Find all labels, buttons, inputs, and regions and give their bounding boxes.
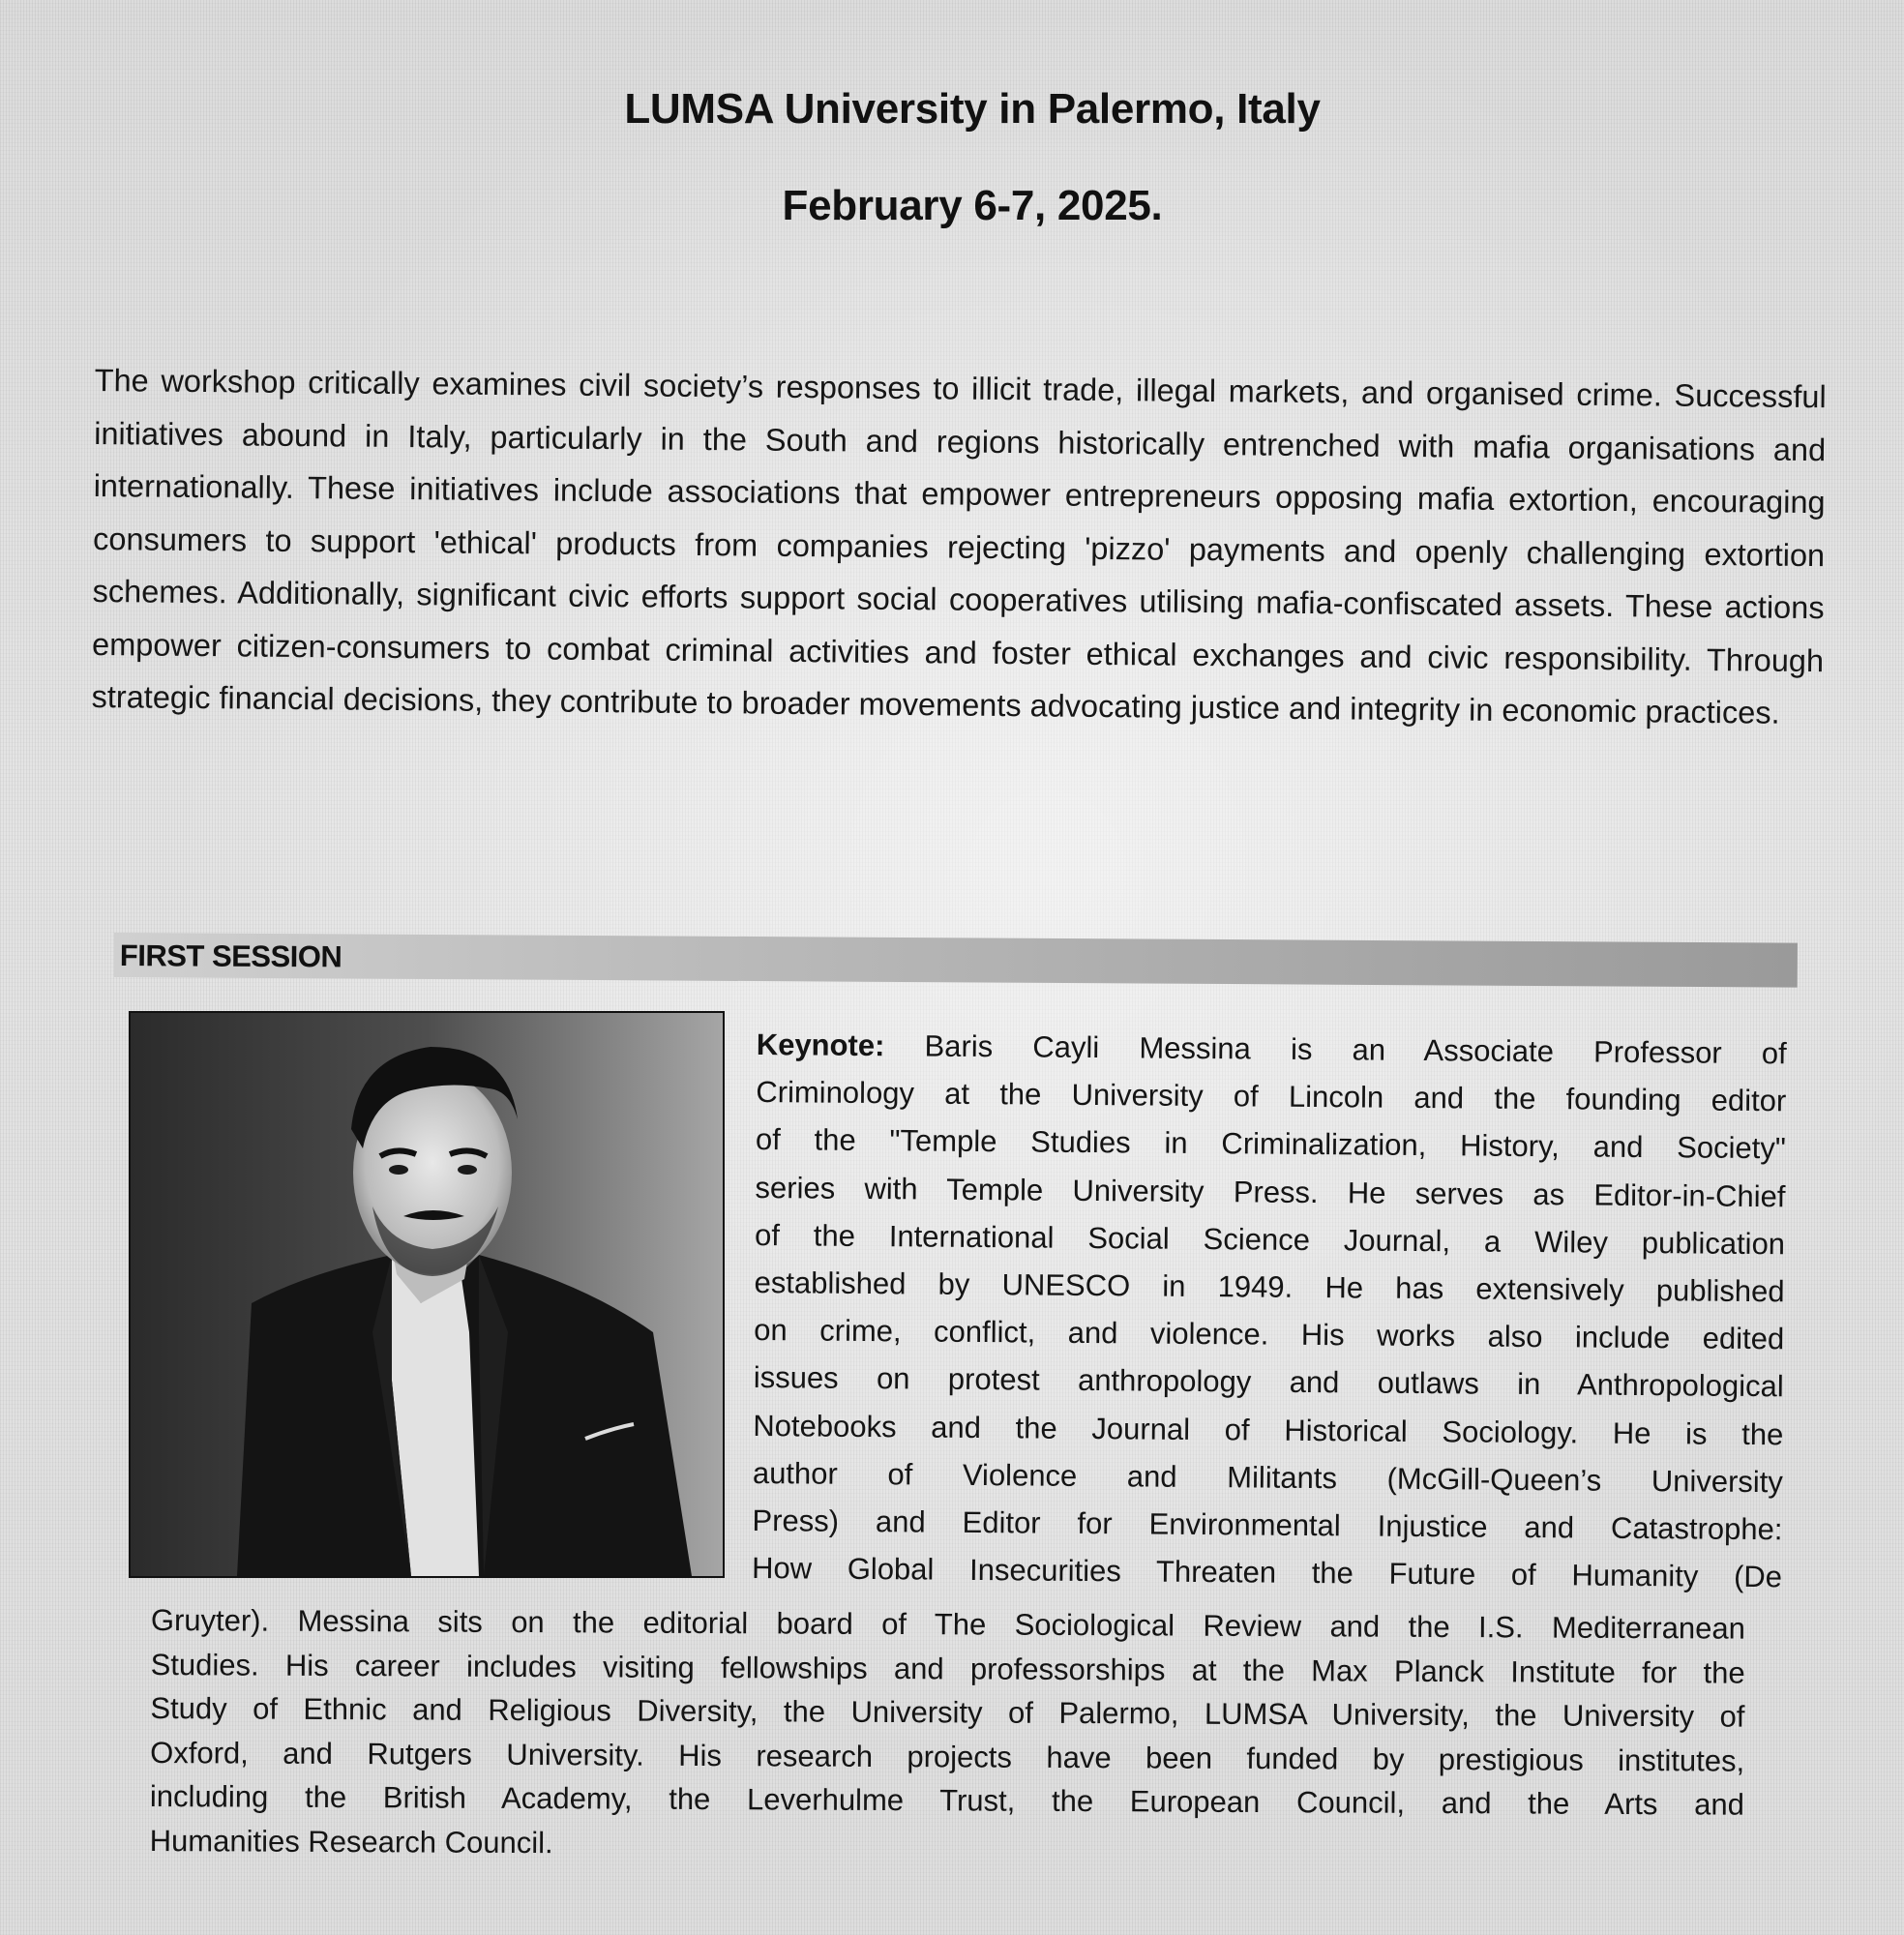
bio-line: established by UNESCO in 1949. He has extensively published: [754, 1265, 1785, 1309]
bio-line: issues on protest anthropology and outlaws in Anthropological: [753, 1360, 1784, 1404]
bio-line: of the International Social Science Journal, a Wiley publication: [754, 1217, 1786, 1262]
bio-line: Humanities Research Council.: [149, 1823, 553, 1860]
bio-line: Notebooks and the Journal of Historical Sociology. He is the: [753, 1408, 1784, 1451]
keynote-bio-continued: [150, 1598, 1745, 1871]
bio-line: Gruyter). Messina sits on the editorial board of The Sociological Review and the I.S. Mediterranean: [150, 1602, 1745, 1646]
intro-paragraph: The workshop critically examines civil society’s responses to illicit trade, illegal markets, and organised crime. Successful initiatives abound in Italy, particularly in the South and regions historically entrenched with mafia organisations and internationally. These initiatives include associations that empower entrepreneurs opposing mafia extortion, encouraging consumers to support 'ethical' products from companies rejecting 'pizzo' payments and openly challenging extortion schemes. Additionally, significant civic efforts support social cooperatives utilising mafia-confiscated assets. These actions empower citizen-consumers to combat criminal activities and foster ethical exchanges and civic responsibility. Through strategic financial decisions, they contribute to broader movements advocating justice and integrity in economic practices.: [91, 362, 1827, 730]
portrait-illustration: [131, 1013, 723, 1576]
bio-line: series with Temple University Press. He serves as Editor-in-Chief: [755, 1170, 1786, 1213]
bio-line: Press) and Editor for Environmental Injustice and Catastrophe:: [752, 1503, 1783, 1547]
bio-line: of the "Temple Studies in Criminalization, History, and Society": [755, 1122, 1787, 1166]
keynote-bio-column: [752, 1021, 1787, 1601]
session-heading: FIRST SESSION: [119, 938, 342, 974]
bio-line: Oxford, and Rutgers University. His research projects have been funded by prestigious institutes,: [150, 1735, 1745, 1778]
bio-line: including the British Academy, the Leverhulme Trust, the European Council, and the Arts and: [149, 1778, 1744, 1822]
bio-line: How Global Insecurities Threaten the Future of Humanity (De: [751, 1551, 1783, 1594]
keynote-label: Keynote:: [756, 1027, 885, 1063]
venue-title: LUMSA University in Palermo, Italy: [624, 85, 1321, 133]
event-dates: February 6-7, 2025.: [782, 182, 1163, 229]
bio-line: Studies. His career includes visiting fellowships and professorships at the Max Planck Institute for the: [150, 1647, 1745, 1690]
session-header-bar: [114, 933, 1798, 988]
speaker-photo: [129, 1011, 725, 1578]
bio-line: on crime, conflict, and violence. His works also include edited: [754, 1313, 1785, 1356]
bio-line: author of Violence and Militants (McGill-Queen’s University: [752, 1455, 1784, 1500]
bio-line: Study of Ethnic and Religious Diversity, the University of Palermo, LUMSA University, the University of: [150, 1690, 1745, 1734]
bio-line: Keynote: Baris Cayli Messina is an Associate Professor of: [756, 1027, 1787, 1071]
bio-line: Criminology at the University of Lincoln and the founding editor: [756, 1075, 1787, 1118]
